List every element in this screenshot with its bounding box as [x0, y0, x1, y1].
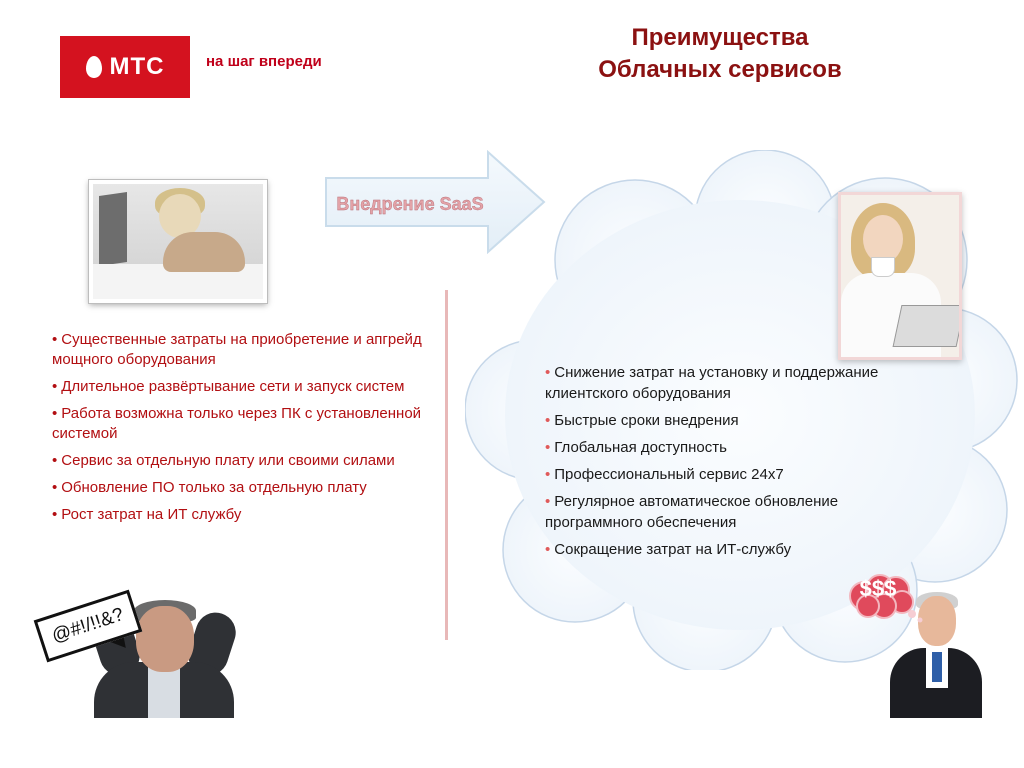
- stressed-woman-photo: [89, 180, 267, 303]
- arrow-label: Внедрение SaaS: [336, 194, 484, 214]
- mts-logo: [60, 36, 190, 98]
- list-item: • Быстрые сроки внедрения: [545, 412, 739, 429]
- list-item: • Обновление ПО только за отдельную плату: [52, 479, 367, 496]
- happy-woman-photo: [838, 192, 962, 360]
- logo-slogan: на шаг впереди: [206, 53, 322, 70]
- list-item: • Глобальная доступность: [545, 439, 727, 456]
- title-line-2: Облачных сервисов: [598, 56, 842, 83]
- divider-line: [445, 290, 448, 640]
- drawbacks-list: [52, 330, 432, 532]
- slide-title: [520, 22, 920, 86]
- list-item: • Работа возможна только через ПК с установленной системой: [52, 405, 422, 442]
- speech-bubble-text: @#!/!!&?: [49, 604, 127, 647]
- title-line-1: Преимущества: [631, 24, 809, 51]
- list-item: • Сервис за отдельную плату или своими силами: [52, 452, 395, 469]
- list-item: • Профессиональный сервис 24х7: [545, 466, 784, 483]
- list-item: • Сокращение затрат на ИТ-службу: [545, 541, 792, 558]
- money-text: $$$: [859, 576, 897, 601]
- list-item: • Регулярное автоматическое обновление программного обеспечения: [545, 493, 839, 531]
- list-item: • Рост затрат на ИТ службу: [52, 506, 242, 523]
- list-item: • Существенные затраты на приобретение и апгрейд мощного оборудования: [52, 331, 422, 368]
- egg-icon: [86, 56, 102, 78]
- logo-brand: МТС: [109, 53, 165, 80]
- list-item: • Длительное развёртывание сети и запуск систем: [52, 378, 405, 395]
- list-item: • Снижение затрат на установку и поддержание клиентского оборудования: [545, 364, 879, 402]
- benefits-list: [545, 362, 895, 566]
